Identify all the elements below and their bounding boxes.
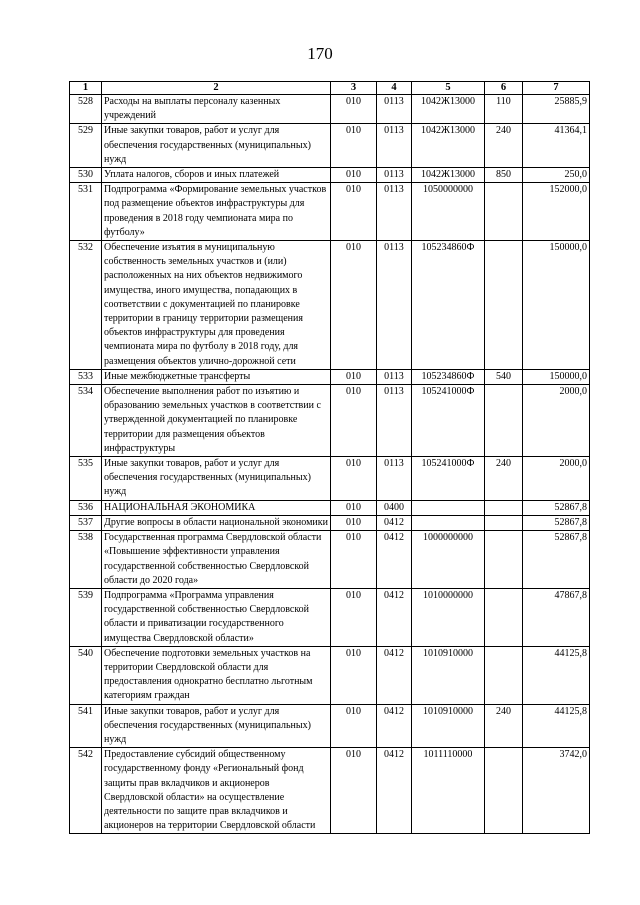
row-code-3: 010: [331, 183, 377, 241]
row-sum: 44125,8: [523, 704, 590, 748]
row-code-4: 0113: [377, 369, 412, 384]
row-name: Обеспечение подготовки земельных участков на территории Свердловской области для предоставления однократно бесплатно льготным категориям граждан: [102, 646, 331, 704]
row-code-3: 010: [331, 168, 377, 183]
row-code-3: 010: [331, 646, 377, 704]
table-row: [70, 531, 590, 589]
row-code-5: 1042Ж13000: [412, 168, 485, 183]
column-header: 3: [331, 82, 377, 95]
row-number: 542: [70, 748, 102, 834]
row-sum: 52867,8: [523, 500, 590, 515]
table-row: [70, 457, 590, 501]
row-sum: 52867,8: [523, 531, 590, 589]
row-number: 536: [70, 500, 102, 515]
row-code-3: 010: [331, 124, 377, 168]
table-row: [70, 168, 590, 183]
row-code-6: [485, 385, 523, 457]
row-sum: 25885,9: [523, 95, 590, 124]
row-number: 532: [70, 241, 102, 370]
row-number: 529: [70, 124, 102, 168]
row-code-3: 010: [331, 515, 377, 530]
row-name: НАЦИОНАЛЬНАЯ ЭКОНОМИКА: [102, 500, 331, 515]
row-code-3: 010: [331, 588, 377, 646]
table-row: [70, 515, 590, 530]
row-number: 540: [70, 646, 102, 704]
table-row: [70, 646, 590, 704]
row-sum: 3742,0: [523, 748, 590, 834]
row-code-3: 010: [331, 95, 377, 124]
row-name: Расходы на выплаты персоналу казенных учреждений: [102, 95, 331, 124]
row-code-6: 240: [485, 124, 523, 168]
table-row: [70, 241, 590, 370]
column-header: 4: [377, 82, 412, 95]
table-row: [70, 385, 590, 457]
row-code-4: 0113: [377, 183, 412, 241]
row-code-5: 1010910000: [412, 646, 485, 704]
budget-table: [69, 81, 590, 834]
row-name: Иные закупки товаров, работ и услуг для обеспечения государственных (муниципальных) нужд: [102, 124, 331, 168]
row-name: Иные закупки товаров, работ и услуг для обеспечения государственных (муниципальных) нужд: [102, 704, 331, 748]
row-code-4: 0113: [377, 124, 412, 168]
table-row: [70, 588, 590, 646]
row-code-5: 105241000Ф: [412, 385, 485, 457]
row-code-5: 1011110000: [412, 748, 485, 834]
row-code-6: 110: [485, 95, 523, 124]
row-code-4: 0412: [377, 515, 412, 530]
row-sum: 2000,0: [523, 385, 590, 457]
row-number: 541: [70, 704, 102, 748]
column-header: 2: [102, 82, 331, 95]
column-header: 1: [70, 82, 102, 95]
row-number: 539: [70, 588, 102, 646]
page-number: 170: [307, 44, 333, 63]
row-code-5: 105241000Ф: [412, 457, 485, 501]
row-name: Подпрограмма «Программа управления государственной собственностью Свердловской области и приватизации государственного имущества Свердловской области»: [102, 588, 331, 646]
row-code-3: 010: [331, 369, 377, 384]
row-name: Уплата налогов, сборов и иных платежей: [102, 168, 331, 183]
row-code-6: [485, 531, 523, 589]
row-code-5: 1042Ж13000: [412, 95, 485, 124]
table-row: [70, 704, 590, 748]
row-sum: 250,0: [523, 168, 590, 183]
row-code-3: 010: [331, 500, 377, 515]
row-code-3: 010: [331, 704, 377, 748]
table-row: [70, 124, 590, 168]
row-code-5: 1000000000: [412, 531, 485, 589]
row-code-6: 850: [485, 168, 523, 183]
row-number: 534: [70, 385, 102, 457]
row-name: Государственная программа Свердловской области «Повышение эффективности управления государственной собственностью Свердловской области до 2020 года»: [102, 531, 331, 589]
row-name: Иные закупки товаров, работ и услуг для обеспечения государственных (муниципальных) нужд: [102, 457, 331, 501]
row-code-6: 240: [485, 457, 523, 501]
row-code-4: 0113: [377, 385, 412, 457]
row-code-4: 0412: [377, 704, 412, 748]
row-number: 531: [70, 183, 102, 241]
row-code-6: [485, 646, 523, 704]
row-code-4: 0412: [377, 588, 412, 646]
row-code-6: [485, 748, 523, 834]
row-code-4: 0113: [377, 241, 412, 370]
row-code-5: 1010910000: [412, 704, 485, 748]
row-number: 530: [70, 168, 102, 183]
row-code-5: 105234860Ф: [412, 369, 485, 384]
row-number: 535: [70, 457, 102, 501]
row-code-6: [485, 515, 523, 530]
row-code-4: 0400: [377, 500, 412, 515]
row-code-4: 0113: [377, 95, 412, 124]
row-code-4: 0412: [377, 646, 412, 704]
table-row: [70, 183, 590, 241]
row-name: Обеспечение изъятия в муниципальную собственность земельных участков и (или) расположенных на них объектов недвижимого имущества, иного имущества, попадающих в соответствии с документацией по планировке территории в границу территории размещения объектов инфраструктуры для проведения чемпионата мира по футболу в 2018 году, для размещения объектов улично-дорожной сети: [102, 241, 331, 370]
row-sum: 44125,8: [523, 646, 590, 704]
row-name: Другие вопросы в области национальной экономики: [102, 515, 331, 530]
row-code-4: 0113: [377, 168, 412, 183]
row-name: Иные межбюджетные трансферты: [102, 369, 331, 384]
row-code-6: [485, 241, 523, 370]
row-code-4: 0412: [377, 748, 412, 834]
row-number: 533: [70, 369, 102, 384]
table-row: [70, 369, 590, 384]
row-sum: 152000,0: [523, 183, 590, 241]
row-number: 528: [70, 95, 102, 124]
row-code-5: 1010000000: [412, 588, 485, 646]
row-name: Подпрограмма «Формирование земельных участков под размещение объектов инфраструктуры для проведения в 2018 году чемпионата мира по футболу»: [102, 183, 331, 241]
row-code-6: [485, 500, 523, 515]
row-code-5: 105234860Ф: [412, 241, 485, 370]
column-header: 5: [412, 82, 485, 95]
header-row: [70, 82, 590, 95]
row-code-5: [412, 500, 485, 515]
row-sum: 150000,0: [523, 369, 590, 384]
row-code-3: 010: [331, 531, 377, 589]
row-number: 538: [70, 531, 102, 589]
table-row: [70, 748, 590, 834]
row-code-3: 010: [331, 748, 377, 834]
row-code-3: 010: [331, 385, 377, 457]
row-code-4: 0113: [377, 457, 412, 501]
row-code-3: 010: [331, 457, 377, 501]
row-sum: 41364,1: [523, 124, 590, 168]
table-row: [70, 500, 590, 515]
table-row: [70, 95, 590, 124]
column-header: 6: [485, 82, 523, 95]
row-sum: 2000,0: [523, 457, 590, 501]
row-code-4: 0412: [377, 531, 412, 589]
row-sum: 52867,8: [523, 515, 590, 530]
row-number: 537: [70, 515, 102, 530]
row-code-5: 1050000000: [412, 183, 485, 241]
row-code-6: [485, 183, 523, 241]
row-code-5: [412, 515, 485, 530]
row-code-6: [485, 588, 523, 646]
row-sum: 150000,0: [523, 241, 590, 370]
row-name: Предоставление субсидий общественному государственному фонду «Региональный фонд защиты прав вкладчиков и акционеров Свердловской области» на осуществление деятельности по защите прав вкладчиков и акционеров на территории Свердловской области: [102, 748, 331, 834]
row-code-6: 240: [485, 704, 523, 748]
row-name: Обеспечение выполнения работ по изъятию и образованию земельных участков в соответствии с утвержденной документацией по планировке территории для размещения объектов инфраструктуры: [102, 385, 331, 457]
row-code-6: 540: [485, 369, 523, 384]
row-sum: 47867,8: [523, 588, 590, 646]
row-code-3: 010: [331, 241, 377, 370]
column-header: 7: [523, 82, 590, 95]
row-code-5: 1042Ж13000: [412, 124, 485, 168]
